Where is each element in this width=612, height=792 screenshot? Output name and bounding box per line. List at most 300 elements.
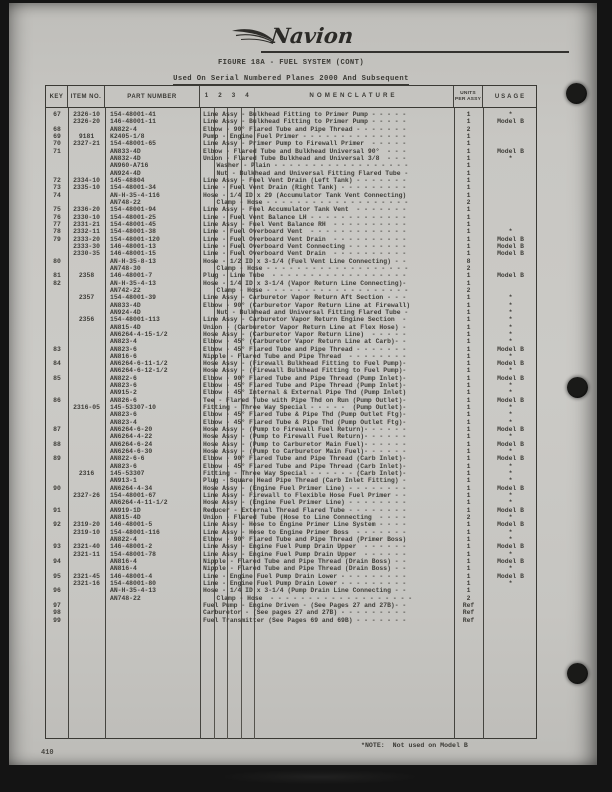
cell-units-per-assy: 1: [466, 235, 471, 243]
cell-part-number: AN6264-4-22: [110, 433, 153, 441]
cell-item-no: [68, 148, 105, 155]
cell-nomenclature: Union - (Carburetor Vapor Return Line at Flex Hose) -: [203, 323, 407, 331]
cell-item-no: 2326-10: [73, 111, 100, 118]
table-row: [46, 455, 536, 462]
cell-usage: Model B: [497, 484, 524, 492]
cell-nomenclature: Nipple - Flared Tube and Pipe Thread (Drain Boss) - -: [203, 558, 407, 566]
cell-part-number: 154-48001-94: [110, 206, 157, 214]
cell-usage: [483, 287, 536, 294]
cell-nomenclature: Nut - Bulkhead and Universal Fitting Flared Tube -: [216, 308, 409, 316]
cell-units-per-assy: 1: [466, 382, 471, 390]
cell-units-per-assy: 1: [466, 462, 471, 470]
cell-part-number: 146-48001-11: [110, 118, 157, 126]
scanned-page: [9, 3, 597, 765]
cell-key: [46, 404, 68, 411]
table-row: [46, 162, 536, 169]
cell-key: [46, 492, 68, 499]
footnote: *NOTE: Not used on Model B: [361, 742, 468, 749]
cell-usage: Model B: [497, 242, 524, 250]
cell-item-no: [68, 426, 105, 433]
cell-usage: *: [508, 492, 513, 500]
table-row: [46, 206, 536, 213]
cell-key: [46, 411, 68, 418]
cell-key: 93: [53, 543, 61, 551]
table-row: [46, 111, 536, 118]
table-row: [46, 199, 536, 206]
cell-part-number: AN6264-6-12-1/2: [110, 367, 168, 375]
cell-nomenclature: Fitting - Three Way Special - - - - - (Pump Outlet)-: [203, 404, 407, 412]
cell-usage: [483, 258, 536, 265]
table-row: [46, 565, 536, 572]
table-row: [46, 243, 536, 250]
table-row: [46, 338, 536, 345]
cell-nomenclature: Line Assy - Engine Fuel Pump Drain Upper - - - - - -: [203, 543, 407, 551]
cell-part-number: AN748-30: [110, 264, 141, 272]
cell-item-no: 2319-20: [73, 521, 100, 529]
cell-nomenclature: Elbow - 90° (Carburetor Vapor Return Line at Firewall): [203, 301, 411, 309]
cell-units-per-assy: Ref: [462, 609, 475, 617]
cell-nomenclature: Hose Assy - (Firewall Bulkhead Fitting to Fuel Pump)-: [203, 360, 407, 368]
table-row: [46, 463, 536, 470]
header-usage: USAGE: [494, 93, 527, 100]
cell-key: 86: [53, 396, 61, 404]
cell-item-no: 2335-10: [73, 184, 100, 192]
table-row: [46, 118, 536, 125]
table-row: [46, 316, 536, 323]
cell-key: [46, 287, 68, 294]
cell-units-per-assy: 1: [466, 521, 471, 529]
cell-usage: Model B: [497, 506, 524, 514]
cell-part-number: AN-H-35-4-13: [110, 279, 157, 287]
cell-item-no: [68, 536, 105, 543]
cell-key: 76: [53, 213, 61, 221]
cell-usage: *: [508, 154, 513, 162]
cell-usage: *: [508, 418, 513, 426]
cell-part-number: AN815-4D: [110, 323, 141, 331]
cell-units-per-assy: 1: [466, 528, 471, 536]
cell-nomenclature: Hose Assy - (Pump to Firewall Fuel Return)- - - - - -: [203, 426, 407, 434]
cell-part-number: AN823-4: [110, 418, 137, 426]
cell-part-number: AN6264-6-30: [110, 448, 153, 456]
cell-nomenclature: Fitting - Three Way Special - - - - - - (Carb Inlet)-: [203, 470, 407, 478]
cell-usage: *: [508, 367, 513, 375]
cell-nomenclature: Hose - 1/4 ID x 29 (Accumulator Tank Vent Connecting): [203, 191, 407, 199]
cell-item-no: [68, 382, 105, 389]
table-row: [46, 558, 536, 565]
cell-usage: *: [508, 462, 513, 470]
cell-usage: *: [508, 514, 513, 522]
punch-hole: [566, 83, 587, 104]
cell-key: 80: [53, 257, 61, 265]
cell-item-no: [68, 448, 105, 455]
cell-units-per-assy: 1: [466, 330, 471, 338]
cell-item-no: 2356: [78, 316, 95, 324]
cell-nomenclature: Hose Assy - (Pump to Carburetor Main Fuel)- - - - - -: [203, 448, 407, 456]
cell-part-number: 154-48001-38: [110, 228, 157, 236]
cell-key: [46, 199, 68, 206]
cell-usage: Model B: [497, 147, 524, 155]
cell-units-per-assy: 1: [466, 360, 471, 368]
cell-nomenclature: Line Assy - Fuel Vent Balance RH - - - - - - - - - -: [203, 220, 407, 228]
cell-part-number: AN915-2: [110, 389, 137, 397]
cell-nomenclature: Hose - 1/4 ID x 3-1/4 (Pump Drain Line Connecting - -: [203, 587, 407, 595]
table-row: [46, 228, 536, 235]
header-key: KEY: [46, 86, 68, 107]
cell-key: 87: [53, 426, 61, 434]
table-row: [46, 280, 536, 287]
cell-part-number: AN816-4: [110, 565, 137, 573]
cell-usage: [483, 609, 536, 616]
table-row: [46, 609, 536, 616]
cell-usage: [483, 595, 536, 602]
cell-nomenclature: Elbow - 45° Flared Tube and Pipe Thread (Carb Inlet)-: [203, 462, 407, 470]
cell-part-number: AN924-4D: [110, 169, 141, 177]
cell-item-no: 2321-16: [73, 580, 100, 587]
cell-units-per-assy: 1: [466, 572, 471, 580]
table-row: [46, 433, 536, 440]
cell-item-no: [68, 331, 105, 338]
cell-usage: [483, 587, 536, 594]
cell-part-number: AN816-6: [110, 352, 137, 360]
cell-usage: *: [508, 308, 513, 316]
cell-item-no: 2330-10: [73, 213, 100, 221]
cell-nomenclature: Line - Fuel Overboard Vent Connecting - - - - - - - -: [203, 242, 407, 250]
cell-units-per-assy: 1: [466, 345, 471, 353]
cell-item-no: 2327-21: [73, 140, 100, 148]
cell-key: [46, 155, 68, 162]
cell-nomenclature: Line Assy - Hose to Engine Primer Line System - - - -: [203, 521, 407, 529]
cell-part-number: 146-48001-4: [110, 572, 153, 580]
table-row: [46, 265, 536, 272]
cell-key: 85: [53, 374, 61, 382]
cell-key: [46, 302, 68, 309]
table-row: [46, 367, 536, 374]
cell-key: [46, 353, 68, 360]
cell-nomenclature: Line Assy - Hose to Engine Primer Boss - - - - - - -: [203, 528, 407, 536]
cell-key: 89: [53, 455, 61, 463]
cell-nomenclature: Elbow - 45° Flared Tube & Pipe Thd (Pump Outlet Ftg)-: [203, 411, 407, 419]
cell-key: 74: [53, 191, 61, 199]
cell-item-no: [68, 338, 105, 345]
cell-nomenclature: Line Assy - Engine Fuel Pump Drain Upper - - - - - -: [203, 550, 407, 558]
table-row: [46, 536, 536, 543]
table-row: [46, 360, 536, 367]
cell-nomenclature: Union - Flared Tube (Hose to Line Connecting - - - -: [203, 514, 407, 522]
cell-key: 71: [53, 147, 61, 155]
cell-units-per-assy: 1: [466, 484, 471, 492]
punch-hole: [567, 377, 588, 398]
cell-key: [46, 367, 68, 374]
cell-key: [46, 250, 68, 257]
cell-usage: [483, 126, 536, 133]
cell-units-per-assy: 2: [466, 198, 471, 206]
cell-item-no: [68, 514, 105, 521]
table-row: [46, 514, 536, 521]
cell-key: [46, 389, 68, 396]
cell-nomenclature: Elbow - 90° Flared Tube and Pipe Thread (Carb Inlet)-: [203, 455, 407, 463]
cell-units-per-assy: 1: [466, 506, 471, 514]
cell-key: 94: [53, 558, 61, 566]
cell-units-per-assy: 1: [466, 367, 471, 375]
cell-part-number: AN823-6: [110, 345, 137, 353]
cell-units-per-assy: 1: [466, 118, 471, 126]
cell-item-no: [68, 389, 105, 396]
cell-key: 98: [53, 609, 61, 617]
cell-nomenclature: Line - Engine Fuel Pump Drain Lower - - - - - - - - -: [203, 572, 407, 580]
cell-units-per-assy: 1: [466, 132, 471, 140]
cell-units-per-assy: 1: [466, 558, 471, 566]
cell-item-no: 2327-26: [73, 492, 100, 500]
cell-units-per-assy: 1: [466, 448, 471, 456]
cell-part-number: AN-H-35-8-13: [110, 257, 157, 265]
cell-item-no: [68, 162, 105, 169]
cell-units-per-assy: 1: [466, 536, 471, 544]
cell-nomenclature: Nut - Bulkhead and Universal Fitting Flared Tube -: [216, 169, 409, 177]
cell-units-per-assy: 1: [466, 162, 471, 170]
cell-part-number: AN960-A716: [110, 162, 149, 170]
cell-usage: *: [508, 433, 513, 441]
table-row: [46, 587, 536, 594]
cell-usage: *: [508, 499, 513, 507]
cell-part-number: 154-48001-39: [110, 294, 157, 302]
cell-units-per-assy: 1: [466, 550, 471, 558]
cell-item-no: [68, 155, 105, 162]
cell-usage: [483, 221, 536, 228]
cell-nomenclature: Elbow - 45° (Carburetor Vapor Return Line at Carb)- -: [203, 338, 407, 346]
cell-item-no: [68, 324, 105, 331]
page-number: 410: [41, 749, 54, 757]
table-row: [46, 148, 536, 155]
table-row: [46, 521, 536, 528]
cell-units-per-assy: 1: [466, 580, 471, 587]
cell-part-number: 146-48001-15: [110, 250, 157, 258]
cell-nomenclature: Elbow - 90° Flared Tube and Pipe Thread - - - - - - -: [203, 125, 407, 133]
cell-usage: *: [508, 536, 513, 544]
cell-item-no: [68, 309, 105, 316]
cell-units-per-assy: 2: [466, 264, 471, 272]
logo-text: Navion: [269, 23, 355, 48]
table-row: [46, 287, 536, 294]
cell-part-number: AN6264-4-34: [110, 484, 153, 492]
cell-usage: *: [508, 477, 513, 485]
cell-part-number: AN822-4: [110, 536, 137, 544]
cell-item-no: [68, 265, 105, 272]
cell-usage: Model B: [497, 118, 524, 126]
cell-part-number: 154-48001-25: [110, 213, 157, 221]
cell-item-no: 2321-11: [73, 550, 100, 558]
cell-units-per-assy: 1: [466, 213, 471, 221]
cell-item-no: 2332-11: [73, 228, 100, 236]
cell-units-per-assy: 1: [466, 147, 471, 155]
table-row: [46, 258, 536, 265]
cell-usage: *: [508, 228, 513, 236]
cell-usage: *: [508, 411, 513, 419]
cell-key: 67: [53, 111, 61, 118]
cell-usage: *: [508, 323, 513, 331]
cell-item-no: [68, 302, 105, 309]
cell-key: [46, 477, 68, 484]
cell-usage: *: [508, 352, 513, 360]
cell-nomenclature: Line - Fuel Overboard Vent Drain - - - - - - - - - -: [203, 250, 407, 258]
cell-nomenclature: Hose Assy - (Firewall Bulkhead Fitting to Fuel Pump)-: [203, 367, 407, 375]
cell-part-number: AN815-4D: [110, 514, 141, 522]
cell-usage: Model B: [497, 543, 524, 551]
cell-key: 95: [53, 572, 61, 580]
header-indent-1: 1: [204, 92, 209, 99]
cell-nomenclature: Hose Assy - (Carburetor Vapor Return Line) - - - - -: [203, 330, 407, 338]
cell-item-no: [68, 375, 105, 382]
figure-title-line2: Used On Serial Numbered Planes 2000 And Subsequent: [173, 75, 409, 85]
cell-usage: *: [508, 316, 513, 324]
cell-nomenclature: Fuel Transmitter (See Pages 69 and 69B) - - - - - - -: [203, 616, 407, 624]
cell-key: [46, 551, 68, 558]
cell-part-number: AN919-1D: [110, 506, 141, 514]
cell-usage: [483, 280, 536, 287]
logo-underline: [261, 51, 569, 53]
cell-item-no: [68, 602, 105, 609]
table-row: [46, 617, 536, 624]
table-row: [46, 397, 536, 404]
cell-part-number: AN833-4D: [110, 147, 141, 155]
cell-nomenclature: Line Assy - Bulkhead Fitting to Primer Pump - - - - -: [203, 118, 407, 126]
cell-usage: Model B: [497, 521, 524, 529]
cell-usage: Model B: [497, 345, 524, 353]
cell-key: [46, 309, 68, 316]
cell-key: 75: [53, 206, 61, 214]
cell-key: [46, 565, 68, 572]
table-row: [46, 294, 536, 301]
cell-units-per-assy: 1: [466, 587, 471, 595]
table-row: [46, 170, 536, 177]
table-row: [46, 177, 536, 184]
table-row: [46, 492, 536, 499]
cell-item-no: 2333-20: [73, 235, 100, 243]
table-row: [46, 595, 536, 602]
table-row: [46, 477, 536, 484]
cell-part-number: AN823-4: [110, 338, 137, 346]
cell-nomenclature: Hose Assy - (Engine Fuel Primer Line) - - - - - - - -: [203, 484, 407, 492]
cell-item-no: 2326-20: [73, 118, 100, 126]
cell-units-per-assy: 2: [466, 125, 471, 133]
cell-key: [46, 316, 68, 323]
cell-nomenclature: Fuel Pump - Engine Driven - (See Pages 27 and 27B)- -: [203, 601, 407, 609]
cell-part-number: AN6264-4-11-1/2: [110, 499, 168, 507]
table-row: [46, 324, 536, 331]
cell-item-no: [68, 419, 105, 426]
cell-key: 92: [53, 521, 61, 529]
cell-key: 88: [53, 440, 61, 448]
cell-units-per-assy: 1: [466, 220, 471, 228]
cell-item-no: [68, 397, 105, 404]
cell-item-no: [68, 126, 105, 133]
cell-item-no: [68, 463, 105, 470]
cell-usage: Model B: [497, 558, 524, 566]
cell-key: [46, 243, 68, 250]
cell-nomenclature: Line Assy - Carburetor Vapor Return Engine Section -: [203, 316, 407, 324]
cell-nomenclature: Washer - Plain - - - - - - - - - - - - - - - - - -: [216, 162, 409, 170]
table-row: [46, 155, 536, 162]
cell-key: 99: [53, 616, 61, 624]
cell-usage: *: [508, 111, 513, 118]
cell-units-per-assy: 1: [466, 418, 471, 426]
table-header-row: [46, 86, 536, 108]
cell-nomenclature: Line Assy - Carburetor Vapor Return Aft Section - - -: [203, 294, 407, 302]
cell-key: [46, 433, 68, 440]
table-row: [46, 551, 536, 558]
cell-item-no: [68, 411, 105, 418]
cell-usage: [483, 265, 536, 272]
cell-part-number: AN6264-6-11-1/2: [110, 360, 168, 368]
cell-units-per-assy: 1: [466, 323, 471, 331]
cell-item-no: [68, 595, 105, 602]
cell-nomenclature: Clamp - Hose - - - - - - - - - - - - - - - - - - -: [216, 264, 409, 272]
table-row: [46, 221, 536, 228]
cell-units-per-assy: 1: [466, 308, 471, 316]
cell-part-number: [105, 617, 200, 624]
cell-usage: *: [508, 389, 513, 397]
cell-part-number: 146-48001-2: [110, 543, 153, 551]
cell-nomenclature: Nipple - Flared Tube and Pipe Thread - - - - - - - -: [203, 352, 407, 360]
cell-key: [46, 118, 68, 125]
cell-units-per-assy: 1: [466, 279, 471, 287]
cell-units-per-assy: 1: [466, 191, 471, 199]
cell-usage: *: [508, 448, 513, 456]
cell-key: 82: [53, 279, 61, 287]
cell-units-per-assy: 1: [466, 140, 471, 148]
cell-item-no: [68, 433, 105, 440]
cell-nomenclature: Hose - 1/4 ID x 3-1/4 (Vapor Return Line Connecting)-: [203, 279, 407, 287]
cell-units-per-assy: 1: [466, 338, 471, 346]
cell-units-per-assy: 1: [466, 352, 471, 360]
cell-units-per-assy: 1: [466, 316, 471, 324]
cell-part-number: AN823-6: [110, 462, 137, 470]
cell-key: 72: [53, 176, 61, 184]
cell-nomenclature: Plug - Square Head Pipe Thread (Carb Inlet Fitting) -: [203, 477, 407, 485]
cell-usage: [483, 602, 536, 609]
cell-item-no: 2331-21: [73, 220, 100, 228]
cell-item-no: 2319-10: [73, 528, 100, 536]
cell-item-no: [68, 558, 105, 565]
table-row: [46, 441, 536, 448]
cell-usage: [483, 199, 536, 206]
table-row: [46, 126, 536, 133]
cell-part-number: AN822-6-6: [110, 455, 145, 463]
table-row: [46, 499, 536, 506]
cell-item-no: 2321-45: [73, 572, 100, 580]
cell-part-number: 145-53307-10: [110, 404, 157, 412]
cell-units-per-assy: 1: [466, 301, 471, 309]
table-row: [46, 346, 536, 353]
cell-part-number: [105, 609, 200, 616]
table-body-rows: [46, 108, 536, 624]
table-body: [46, 108, 536, 739]
table-row: [46, 573, 536, 580]
cell-key: [46, 419, 68, 426]
cell-units-per-assy: 1: [466, 250, 471, 258]
table-row: [46, 236, 536, 243]
cell-nomenclature: Line - Fuel Vent Drain (Right Tank) - - - - - - - - -: [203, 184, 407, 192]
table-row: [46, 580, 536, 587]
cell-key: 97: [53, 601, 61, 609]
cell-key: [46, 529, 68, 536]
cell-usage: Model B: [497, 360, 524, 368]
cell-nomenclature: Elbow - 90° Flared Tube and Pipe Thread (Primer Boss): [203, 536, 407, 544]
cell-nomenclature: Clamp - Hose - - - - - - - - - - - - - - - - - - -: [216, 286, 409, 294]
cell-part-number: AN816-4: [110, 558, 137, 566]
cell-key: [46, 448, 68, 455]
cell-units-per-assy: 2: [466, 594, 471, 602]
cell-units-per-assy: 1: [466, 492, 471, 500]
